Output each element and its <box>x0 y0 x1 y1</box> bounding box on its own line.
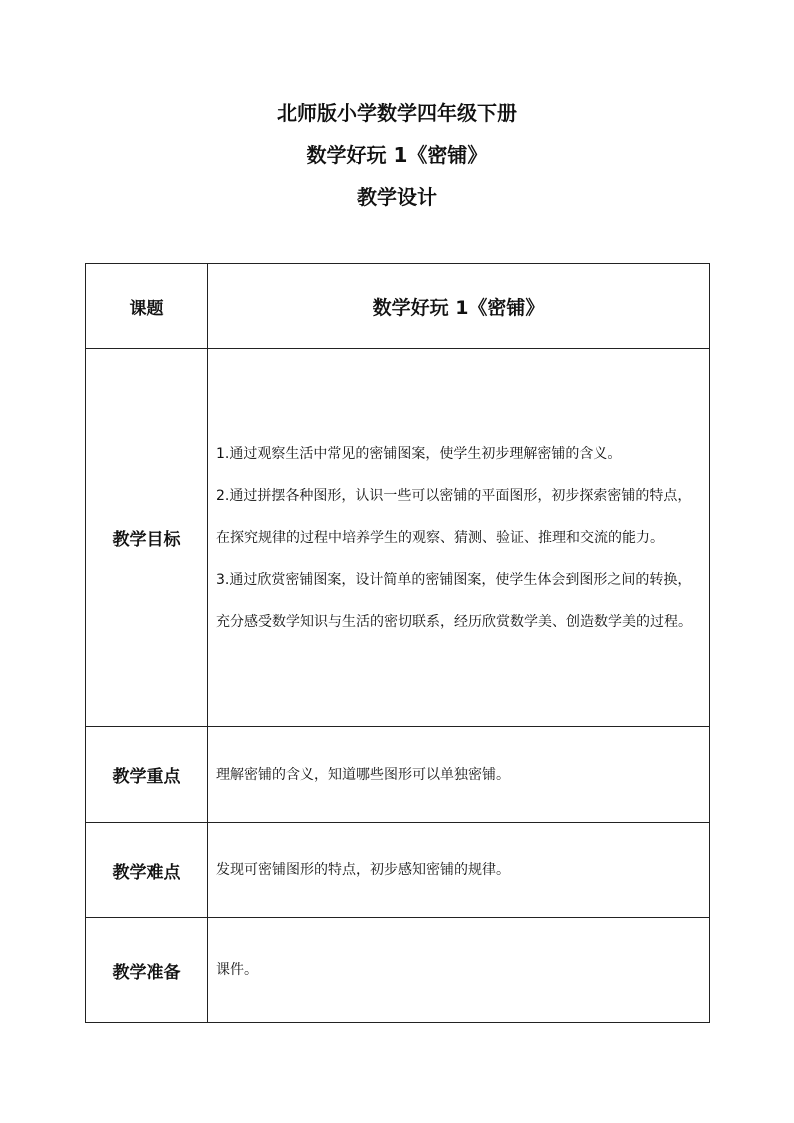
key-point-value: 理解密铺的含义，知道哪些图形可以单独密铺。 <box>208 727 710 823</box>
goals-label: 教学目标 <box>86 349 208 727</box>
topic-value: 数学好玩 1《密铺》 <box>208 264 710 349</box>
goals-cell <box>208 349 710 727</box>
lesson-plan-table <box>85 263 710 1023</box>
document-subject-title: 北师版小学数学四年级下册 <box>277 101 517 125</box>
document-title-block <box>0 103 794 229</box>
preparation-label: 教学准备 <box>86 918 208 1023</box>
goal-item: 1.通过观察生活中常见的密铺图案，使学生初步理解密铺的含义。 <box>216 445 622 462</box>
difficulty-label: 教学难点 <box>86 823 208 918</box>
table-row-goals <box>86 349 710 727</box>
table-row-difficulty <box>86 823 710 918</box>
difficulty-value: 发现可密铺图形的特点，初步感知密铺的规律。 <box>208 823 710 918</box>
table-row-key-point <box>86 727 710 823</box>
topic-label: 课题 <box>86 264 208 349</box>
preparation-value: 课件。 <box>208 918 710 1023</box>
goal-item: 3.通过欣赏密铺图案，设计简单的密铺图案，使学生体会到图形之间的转换，充分感受数学知识与生活的密切联系，经历欣赏数学美、创造数学美的过程。 <box>216 571 692 630</box>
table-row-topic <box>86 264 710 349</box>
key-point-label: 教学重点 <box>86 727 208 823</box>
document-lesson-title: 数学好玩 1《密铺》 <box>306 143 488 167</box>
table-row-preparation <box>86 918 710 1023</box>
goals-list <box>216 433 703 643</box>
goal-item: 2.通过拼摆各种图形，认识一些可以密铺的平面图形，初步探索密铺的特点，在探究规律的过程中培养学生的观察、猜测、验证、推理和交流的能力。 <box>216 487 692 546</box>
document-type-title: 教学设计 <box>357 185 437 209</box>
